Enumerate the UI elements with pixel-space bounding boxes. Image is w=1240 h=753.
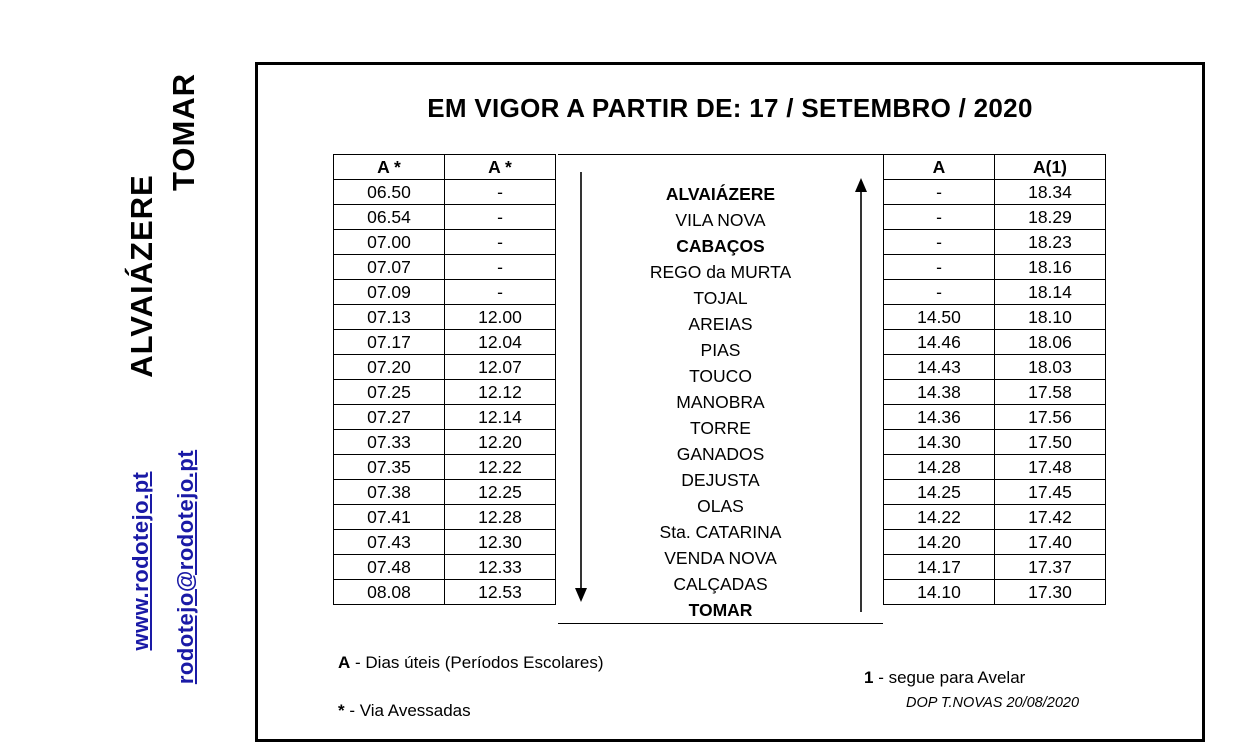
inbound-row [884, 255, 1106, 280]
inbound-header-cell: A [884, 155, 995, 180]
note-a-key: A [338, 653, 351, 672]
outbound-time-cell: 12.30 [445, 530, 556, 555]
inbound-row [884, 305, 1106, 330]
note-star-key: * [338, 701, 345, 720]
inbound-row [884, 405, 1106, 430]
outbound-time-cell: 06.50 [334, 180, 445, 205]
inbound-time-cell: - [884, 255, 995, 280]
outbound-row [334, 405, 556, 430]
outbound-time-cell: 12.14 [445, 405, 556, 430]
stop-name: VILA NOVA [675, 210, 766, 230]
outbound-time-cell: - [445, 255, 556, 280]
inbound-time-cell: 18.23 [995, 230, 1106, 255]
inbound-time-cell: 14.50 [884, 305, 995, 330]
note-one-key: 1 [864, 668, 874, 687]
inbound-row [884, 555, 1106, 580]
inbound-time-cell: 17.37 [995, 555, 1106, 580]
inbound-time-cell: - [884, 205, 995, 230]
inbound-row [884, 480, 1106, 505]
outbound-time-cell: 12.00 [445, 305, 556, 330]
note-star [338, 701, 471, 721]
outbound-time-cell: 07.20 [334, 355, 445, 380]
outbound-time-cell: 07.00 [334, 230, 445, 255]
outbound-time-cell: 07.38 [334, 480, 445, 505]
note-a [338, 653, 603, 673]
stop-name: TOMAR [688, 600, 753, 620]
inbound-time-cell: 14.10 [884, 580, 995, 605]
stop-name: VENDA NOVA [664, 548, 777, 568]
outbound-time-cell: 07.35 [334, 455, 445, 480]
stop-name: DEJUSTA [681, 470, 760, 490]
note-star-text: - Via Avessadas [344, 701, 471, 720]
inbound-header-cell: A(1) [995, 155, 1106, 180]
stop-name: CABAÇOS [676, 236, 765, 256]
stop-name: PIAS [700, 340, 741, 360]
outbound-time-cell: 07.43 [334, 530, 445, 555]
dop-reference: DOP T.NOVAS 20/08/2020 [906, 695, 1080, 711]
inbound-row [884, 380, 1106, 405]
inbound-time-cell: 14.30 [884, 430, 995, 455]
inbound-time-cell: 14.25 [884, 480, 995, 505]
outbound-row [334, 580, 556, 605]
inbound-time-cell: 17.50 [995, 430, 1106, 455]
outbound-row [334, 505, 556, 530]
outbound-time-cell: 12.12 [445, 380, 556, 405]
outbound-time-cell: - [445, 180, 556, 205]
timetable-frame [255, 62, 1205, 742]
stop-name: TORRE [690, 418, 751, 438]
outbound-time-cell: 12.20 [445, 430, 556, 455]
website-link[interactable]: www.rodotejo.pt [128, 471, 153, 651]
outbound-header-row [334, 155, 556, 180]
outbound-row [334, 480, 556, 505]
stop-name: AREIAS [688, 314, 753, 334]
inbound-time-cell: 17.42 [995, 505, 1106, 530]
outbound-row [334, 305, 556, 330]
inbound-time-cell: 17.56 [995, 405, 1106, 430]
outbound-row [334, 280, 556, 305]
stop-name: GANADOS [676, 444, 765, 464]
inbound-row [884, 430, 1106, 455]
outbound-time-cell: 07.09 [334, 280, 445, 305]
inbound-row [884, 230, 1106, 255]
outbound-row [334, 555, 556, 580]
note-one [864, 668, 1025, 688]
inbound-row [884, 355, 1106, 380]
inbound-time-cell: 18.14 [995, 280, 1106, 305]
outbound-time-cell: 06.54 [334, 205, 445, 230]
stops-column [558, 154, 883, 624]
inbound-time-cell: 17.30 [995, 580, 1106, 605]
inbound-row [884, 530, 1106, 555]
inbound-time-cell: 14.36 [884, 405, 995, 430]
inbound-row [884, 580, 1106, 605]
outbound-time-cell: 07.27 [334, 405, 445, 430]
inbound-header-row [884, 155, 1106, 180]
outbound-times-table [333, 154, 556, 605]
outbound-time-cell: 07.07 [334, 255, 445, 280]
outbound-time-cell: 08.08 [334, 580, 445, 605]
outbound-time-cell: 12.53 [445, 580, 556, 605]
stop-name: MANOBRA [676, 392, 765, 412]
inbound-time-cell: 18.03 [995, 355, 1106, 380]
inbound-time-cell: 17.58 [995, 380, 1106, 405]
inbound-time-cell: 17.48 [995, 455, 1106, 480]
outbound-row [334, 255, 556, 280]
inbound-time-cell: 14.22 [884, 505, 995, 530]
email-link[interactable]: rodotejo@rodotejo.pt [173, 449, 198, 685]
inbound-row [884, 455, 1106, 480]
note-a-text: - Dias úteis (Períodos Escolares) [350, 653, 604, 672]
inbound-time-cell: 14.38 [884, 380, 995, 405]
inbound-times-table [883, 154, 1106, 605]
outbound-time-cell: 07.25 [334, 380, 445, 405]
outbound-time-cell: - [445, 205, 556, 230]
outbound-header-cell: A * [445, 155, 556, 180]
inbound-time-cell: - [884, 230, 995, 255]
stop-name: TOJAL [693, 288, 748, 308]
inbound-time-cell: 14.20 [884, 530, 995, 555]
inbound-time-cell: 17.40 [995, 530, 1106, 555]
inbound-time-cell: 18.06 [995, 330, 1106, 355]
inbound-time-cell: 17.45 [995, 480, 1106, 505]
outbound-time-cell: 12.25 [445, 480, 556, 505]
outbound-header-cell: A * [334, 155, 445, 180]
outbound-time-cell: 07.17 [334, 330, 445, 355]
outbound-row [334, 205, 556, 230]
inbound-time-cell: 14.17 [884, 555, 995, 580]
route-origin-label: ALVAIÁZERE [124, 174, 159, 378]
outbound-time-cell: 12.28 [445, 505, 556, 530]
inbound-time-cell: 18.16 [995, 255, 1106, 280]
outbound-time-cell: 12.04 [445, 330, 556, 355]
stop-name: REGO da MURTA [649, 262, 792, 282]
stop-name: TOUCO [689, 366, 752, 386]
outbound-row [334, 180, 556, 205]
inbound-time-cell: 14.46 [884, 330, 995, 355]
inbound-time-cell: 18.10 [995, 305, 1106, 330]
outbound-time-cell: 12.22 [445, 455, 556, 480]
inbound-time-cell: 18.34 [995, 180, 1106, 205]
inbound-row [884, 180, 1106, 205]
stop-name: OLAS [697, 496, 744, 516]
stop-name: Sta. CATARINA [659, 522, 782, 542]
outbound-row [334, 380, 556, 405]
inbound-time-cell: - [884, 180, 995, 205]
outbound-time-cell: 07.48 [334, 555, 445, 580]
inbound-row [884, 505, 1106, 530]
outbound-time-cell: 12.07 [445, 355, 556, 380]
outbound-time-cell: - [445, 280, 556, 305]
outbound-row [334, 430, 556, 455]
inbound-row [884, 330, 1106, 355]
route-destination-label: TOMAR [166, 72, 201, 192]
outbound-time-cell: 12.33 [445, 555, 556, 580]
inbound-time-cell: 18.29 [995, 205, 1106, 230]
inbound-time-cell: - [884, 280, 995, 305]
outbound-row [334, 455, 556, 480]
inbound-row [884, 280, 1106, 305]
outbound-time-cell: - [445, 230, 556, 255]
outbound-row [334, 530, 556, 555]
outbound-time-cell: 07.33 [334, 430, 445, 455]
note-one-text: - segue para Avelar [873, 668, 1026, 687]
outbound-time-cell: 07.13 [334, 305, 445, 330]
outbound-time-cell: 07.41 [334, 505, 445, 530]
inbound-time-cell: 14.43 [884, 355, 995, 380]
inbound-row [884, 205, 1106, 230]
stop-name: CALÇADAS [673, 574, 768, 594]
stop-name: ALVAIÁZERE [665, 184, 776, 204]
outbound-row [334, 330, 556, 355]
outbound-row [334, 355, 556, 380]
inbound-time-cell: 14.28 [884, 455, 995, 480]
outbound-row [334, 230, 556, 255]
validity-title: EM VIGOR A PARTIR DE: 17 / SETEMBRO / 2020 [427, 93, 1033, 123]
